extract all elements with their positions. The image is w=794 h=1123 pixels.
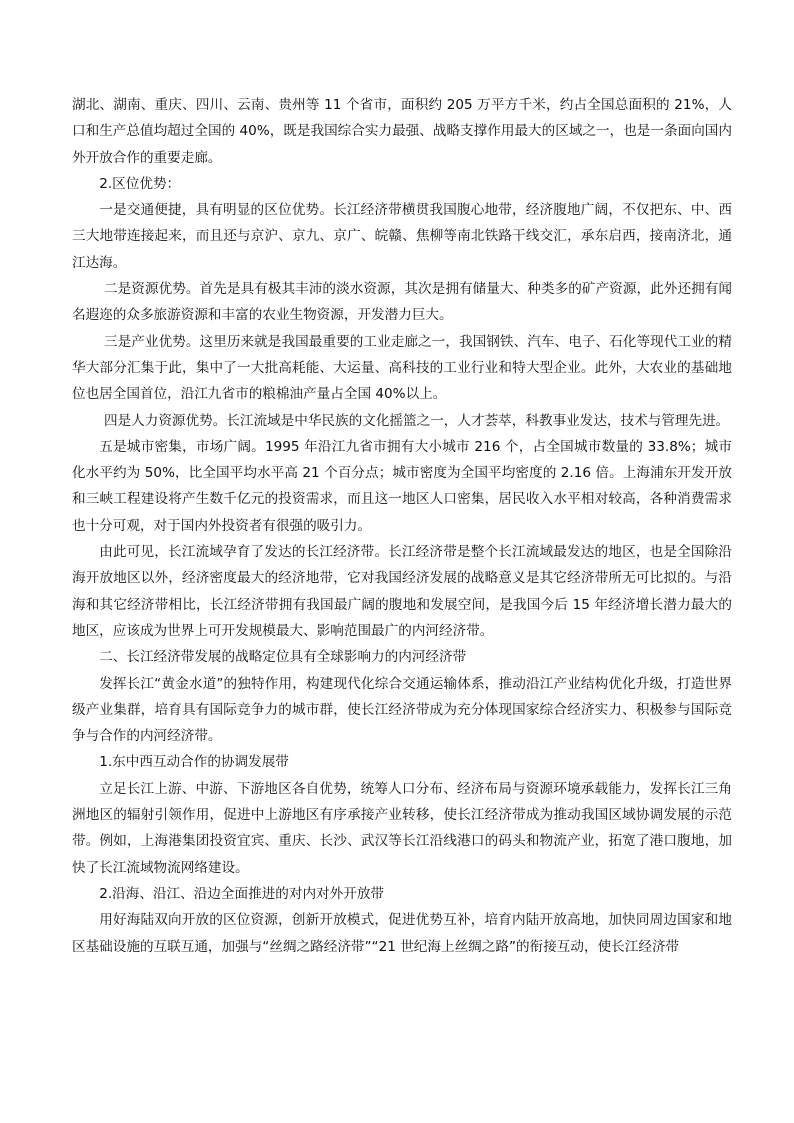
- heading-strategic-positioning: 二、长江经济带发展的战略定位具有全球影响力的内河经济带: [99, 649, 467, 666]
- paragraph-resources: 二是资源优势。首先是具有极其丰沛的淡水资源，其次是拥有储量大、种类多的矿产资源，此外还拥有闻名遐迩的众多旅游资源和丰富的农业生物资源，开发潜力巨大。: [72, 281, 732, 324]
- paragraph-region-scope: 湖北、湖南、重庆、四川、云南、贵州等 11 个省市，面积约 205 万平方千米，约占全国总面积的 21%，人口和生产总值均超过全国的 40%，既是我国综合实力最强、战略支撑作用最大的区域之一，也是一条面向国内外开放合作的重要走廊。: [72, 97, 732, 166]
- paragraph-transport: 一是交通便捷，具有明显的区位优势。长江经济带横贯我国腹心地带，经济腹地广阔，不仅把东、中、西三大地带连接起来，而且还与京沪、京九、京广、皖赣、焦柳等南北铁路干线交汇，承东启西，接南济北，通江达海。: [72, 202, 732, 271]
- paragraph-industry: 三是产业优势。这里历来就是我国最重要的工业走廊之一，我国钢铁、汽车、电子、石化等现代工业的精华大部分汇集于此，集中了一大批高耗能、大运量、高科技的工业行业和特大型企业。此外，大农业的基础地位也居全国首位，沿江九省市的粮棉油产量占全国 40%以上。: [72, 333, 732, 403]
- paragraph-conclusion: 由此可见，长江流域孕育了发达的长江经济带。长江经济带是整个长江流域最发达的地区，也是全国除沿海开放地区以外，经济密度最大的经济地带，它对我国经济发展的战略意义是其它经济带所无可比拟的。与沿海和其它经济带相比，长江经济带拥有我国最广阔的腹地和发展空间，是我国今后 15 年经济增长潜力最大的地区，应该成为世界上可开发规模最大、影响范围最广的内河经济带。: [72, 544, 732, 639]
- paragraph-regional-coordination: 立足长江上游、中游、下游地区各自优势，统筹人口分布、经济布局与资源环境承载能力，发挥长江三角洲地区的辐射引领作用，促进中上游地区有序承接产业转移，使长江经济带成为推动我国区域协调发展的示范带。例如，上海港集团投资宜宾、重庆、长沙、武汉等长江沿线港口的码头和物流产业，拓宽了港口腹地，加快了长江流域物流网络建设。: [72, 780, 732, 876]
- paragraph-cities-markets: 五是城市密集，市场广阔。1995 年沿江九省市拥有大小城市 216 个，占全国城市数量的 33.8%；城市化水平约为 50%，比全国平均水平高 21 个百分点；城市密度为全国平均密度的 2.16 倍。上海浦东开发开放和三峡工程建设将产生数千亿元的投资需求，而且这一地区人口密集，居民收入水平相对较高，各种消费需求也十分可观，对于国内外投资者有很强的吸引力。: [72, 438, 732, 534]
- heading-opening-up: 2.沿海、沿江、沿边全面推进的对内对外开放带: [99, 885, 385, 902]
- document-page: [72, 92, 732, 960]
- paragraph-golden-waterway: 发挥长江“黄金水道”的独特作用，构建现代化综合交通运输体系，推动沿江产业结构优化升级，打造世界级产业集群，培育具有国际竞争力的城市群，使长江经济带成为充分体现国家综合经济实力、积极参与国际竞争与合作的内河经济带。: [72, 675, 732, 745]
- heading-location-advantage: 2.区位优势：: [99, 175, 181, 192]
- paragraph-two-way-opening: 用好海陆双向开放的区位资源，创新开放模式，促进优势互补，培育内陆开放高地，加快同周边国家和地区基础设施的互联互通，加强与“丝绸之路经济带”“21 世纪海上丝绸之路”的衔接互动，使长江经济带: [72, 912, 732, 955]
- heading-coordinated-development: 1.东中西互动合作的协调发展带: [99, 754, 289, 771]
- paragraph-human-resources: 四是人力资源优势。长江流域是中华民族的文化摇篮之一，人才荟萃，科教事业发达，技术与管理先进。: [103, 412, 730, 429]
